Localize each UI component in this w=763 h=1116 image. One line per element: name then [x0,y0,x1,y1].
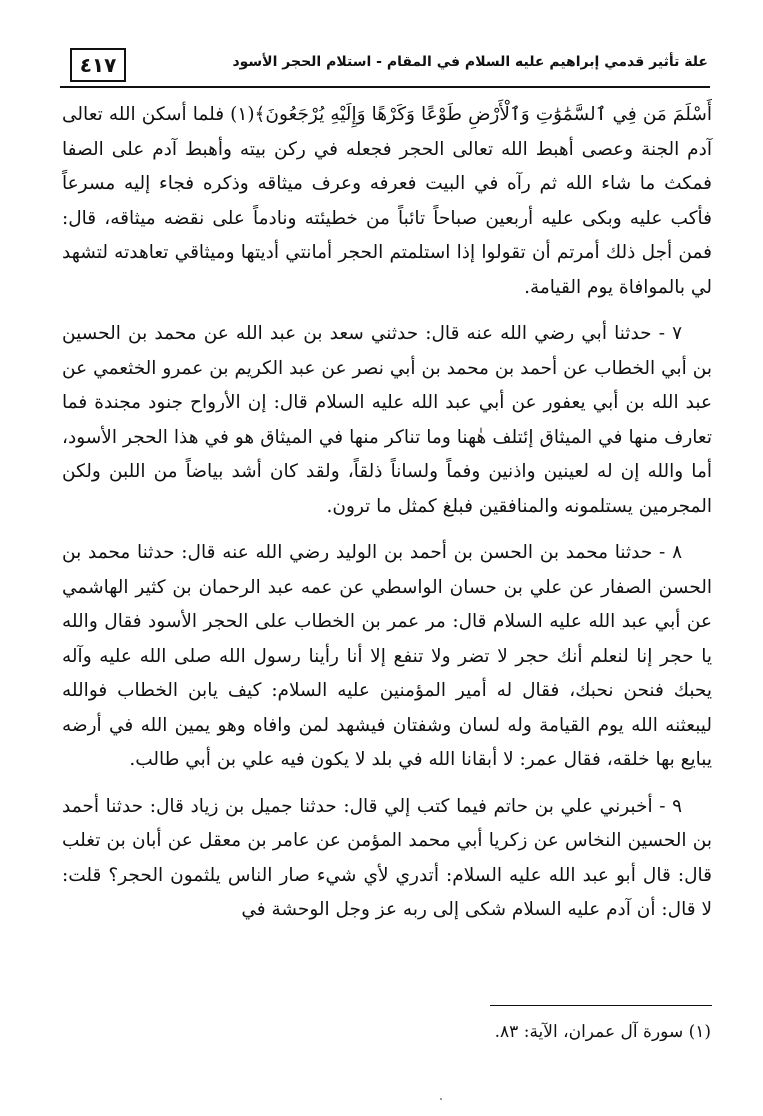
scan-speck [440,1098,442,1100]
paragraph-hadith-9: ٩ - أخبرني علي بن حاتم فيما كتب إلي قال: حدثنا جميل بن زياد قال: حدثنا أحمد بن الحسين النخاس عن زكريا أبي محمد المؤمن عن عامر بن معقل عن أبان بن تغلب قال: قال أبو عبد الله عليه السلام: أتدري لأي شيء صار الناس يلثمون الحجر؟ قلت: لا قال: أن آدم عليه السلام شكى إلى ربه عز وجل الوحشة في [62,795,712,920]
header-title: علة تأثير قدمي إبراهيم عليه السلام في المقام - استلام الحجر الأسود [232,54,708,70]
paragraph-continuation: أَسْلَمَ مَن فِي ٱلسَّمَٰوَٰتِ وَٱلْأَرْضِ طَوْعًا وَكَرْهًا وَإِلَيْهِ يُرْجَعُونَ﴾(١) فلما أسكن الله تعالى آدم الجنة وعصى أهبط الله تعالى الحجر فجعله في ركن بيته وأهبط آدم على الصفا فمكث ما شاء الله ثم رآه في البيت فعرفه وعرف ميثاقه وذكره فجاء إليه مسرعاً فأكب عليه وبكى عليه أربعين صباحاً تائباً من خطيئته ونادماً على نقضه ميثاقه، قال: فمن أجل ذلك أمرتم أن تقولوا إذا استلمتم الحجر أمانتي أديتها وميثاقي تعاهدته لتشهد لي بالموافاة يوم القيامة. [62,104,712,298]
page-number: ٤١٧ [70,48,126,82]
paragraph-hadith-8: ٨ - حدثنا محمد بن الحسن بن أحمد بن الوليد رضي الله عنه قال: حدثنا محمد بن الحسن الصفار عن علي بن حسان الواسطي عن عمه عبد الرحمان بن كثير الهاشمي عن أبي عبد الله عليه السلام قال: مر عمر بن الخطاب على الحجر الأسود فقال والله يا حجر إنا لنعلم أنك حجر لا تضر ولا تنفع إلا أنا رأينا رسول الله صلى الله عليه وآله يحبك فنحن نحبك، فقال له أمير المؤمنين عليه السلام: كيف يابن الخطاب فوالله ليبعثنه الله يوم القيامة وله لسان وشفتان فيشهد لمن وافاه وهو يمين الله في أرضه يبايع بها خلقه، فقال عمر: لا أبقانا الله في بلد لا يكون فيه علي بن أبي طالب. [62,542,712,770]
running-header [60,44,710,88]
footnote-divider [490,1005,712,1006]
paragraph-hadith-7: ٧ - حدثنا أبي رضي الله عنه قال: حدثني سعد بن عبد الله عن محمد بن الحسين بن أبي الخطاب عن أحمد بن محمد بن أبي نصر عن عبد الكريم بن عمرو الخثعمي عن عبد الله بن أبي يعفور عن أبي عبد الله عليه السلام قال: إن الأرواح جنود مجندة فما تعارف منها في الميثاق إئتلف هٰهنا وما تناكر منها في الميثاق هو في هذا الحجر الأسود، أما والله إن له لعينين واذنين وفماً ولساناً ذلقاً، ولقد كان أشد بياضاً من اللبن ولكن المجرمين يستلمونه والمنافقين فبلغ كمثل ما ترون. [62,323,712,517]
footnote: (١) سورة آل عمران، الآية: ٨٣. [494,1022,711,1042]
body-text [62,98,712,940]
